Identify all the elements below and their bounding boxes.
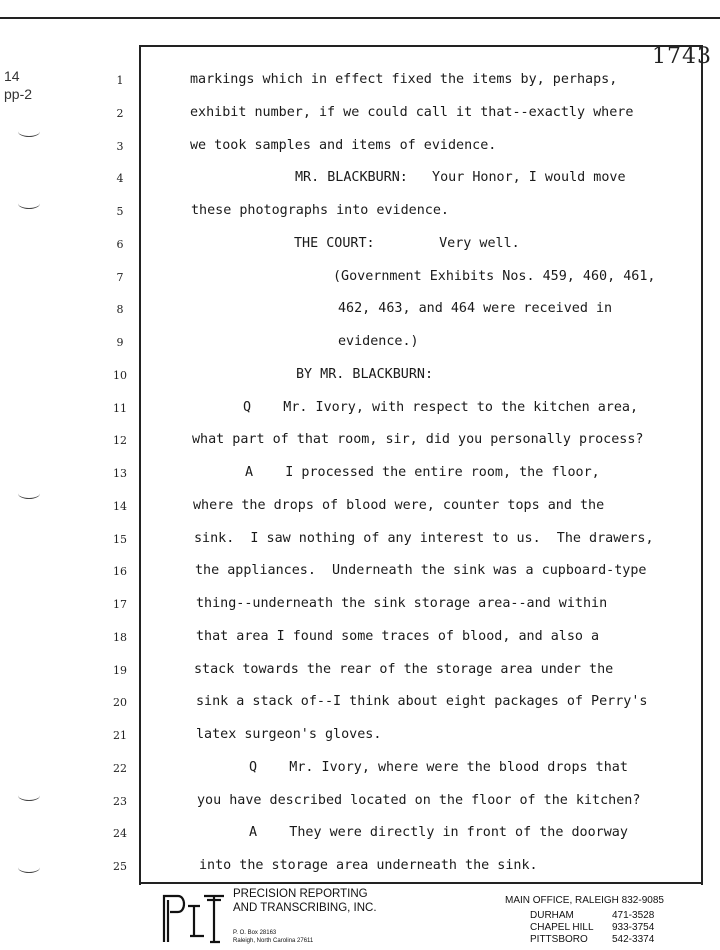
company-name-line2: AND TRANSCRIBING, INC.	[233, 902, 377, 914]
office-phone: 933-3754	[612, 922, 655, 933]
transcript-line: where the drops of blood were, counter tops and the	[193, 497, 605, 513]
transcript-line: BY MR. BLACKBURN:	[296, 366, 434, 382]
transcript-line: thing--underneath the sink storage area--and within	[196, 596, 608, 611]
transcript-line: MR. BLACKBURN: Your Honor, I would move	[295, 170, 626, 186]
transcript-line: A I processed the entire room, the floor,	[245, 465, 600, 480]
transcript-line: 462, 463, and 464 were received in	[338, 301, 613, 317]
line-number: 1	[116, 74, 124, 87]
line-number: 13	[113, 467, 127, 480]
line-number: 14	[113, 499, 127, 513]
line-number: 6	[116, 237, 124, 251]
margin-tick	[18, 862, 40, 873]
page-number: 1743	[652, 44, 712, 69]
transcript-line: that area I found some traces of blood, and also a	[196, 628, 600, 644]
transcript-line: sink a stack of--I think about eight packages of Perry's	[196, 694, 648, 710]
line-number: 3	[116, 139, 124, 153]
line-number: 8	[116, 303, 124, 317]
line-number: 25	[113, 860, 127, 873]
margin-note-pp2: pp-2	[4, 86, 33, 102]
margin-note-14: 14	[4, 68, 20, 84]
company-address-line2: Raleigh, North Carolina 27611	[233, 938, 314, 944]
line-number: 23	[113, 794, 127, 808]
transcript-line: latex surgeon's gloves.	[196, 727, 382, 742]
line-number: 18	[113, 630, 127, 644]
office-city: PITTSBORO	[530, 934, 588, 945]
margin-tick	[18, 198, 40, 209]
transcript-line: into the storage area underneath the sink.	[199, 858, 538, 873]
transcript-line: what part of that room, sir, did you personally process?	[192, 432, 644, 448]
transcript-line: these photographs into evidence.	[191, 203, 449, 218]
office-city: DURHAM	[530, 910, 574, 921]
top-rule	[0, 17, 720, 19]
line-number: 15	[113, 532, 127, 546]
office-phone: 471-3528	[612, 910, 655, 921]
line-number: 9	[116, 336, 124, 349]
margin-tick	[18, 126, 40, 137]
transcript-line: (Government Exhibits Nos. 459, 460, 461,	[333, 268, 656, 284]
transcript-line: we took samples and items of evidence.	[190, 137, 497, 153]
company-name-line1: PRECISION REPORTING	[233, 888, 368, 900]
transcript-line: you have described located on the floor of the kitchen?	[197, 792, 641, 808]
line-number: 17	[113, 598, 127, 611]
margin-tick	[18, 488, 40, 499]
transcript-line: exhibit number, if we could call it that--exactly where	[190, 104, 634, 120]
office-phone: 542-3374	[612, 934, 655, 945]
line-number: 2	[116, 106, 124, 120]
line-number: 16	[113, 565, 127, 579]
line-number: 7	[116, 270, 124, 284]
line-number: 11	[113, 401, 127, 415]
company-address-line1: P. O. Box 28163	[233, 930, 277, 936]
line-number: 19	[113, 663, 127, 677]
transcript-line: A They were directly in front of the doorway	[249, 825, 628, 841]
main-office: MAIN OFFICE, RALEIGH 832-9085	[505, 895, 664, 906]
transcript-line: markings which in effect fixed the items by, perhaps,	[190, 72, 618, 87]
line-number: 4	[116, 172, 124, 186]
transcript-line: the appliances. Underneath the sink was a cupboard-type	[195, 563, 647, 579]
transcript-line: Q Mr. Ivory, with respect to the kitchen area,	[243, 399, 639, 415]
line-number: 10	[113, 368, 127, 382]
margin-tick	[18, 790, 40, 801]
line-number: 20	[113, 696, 127, 710]
line-number: 24	[113, 827, 127, 841]
line-number: 12	[113, 434, 127, 448]
transcript-line: Q Mr. Ivory, where were the blood drops that	[249, 759, 628, 775]
transcript-line: stack towards the rear of the storage area under the	[194, 661, 614, 677]
transcript-line: sink. I saw nothing of any interest to us. The drawers,	[194, 530, 654, 546]
line-number: 5	[116, 205, 124, 218]
transcript-line: THE COURT: Very well.	[294, 235, 520, 251]
frame-bottom-rule	[139, 882, 703, 884]
office-city: CHAPEL HILL	[530, 922, 594, 933]
line-number: 22	[113, 761, 127, 775]
pt-logo-icon	[160, 890, 226, 944]
transcript-line: evidence.)	[338, 334, 419, 349]
line-number: 21	[113, 729, 127, 742]
